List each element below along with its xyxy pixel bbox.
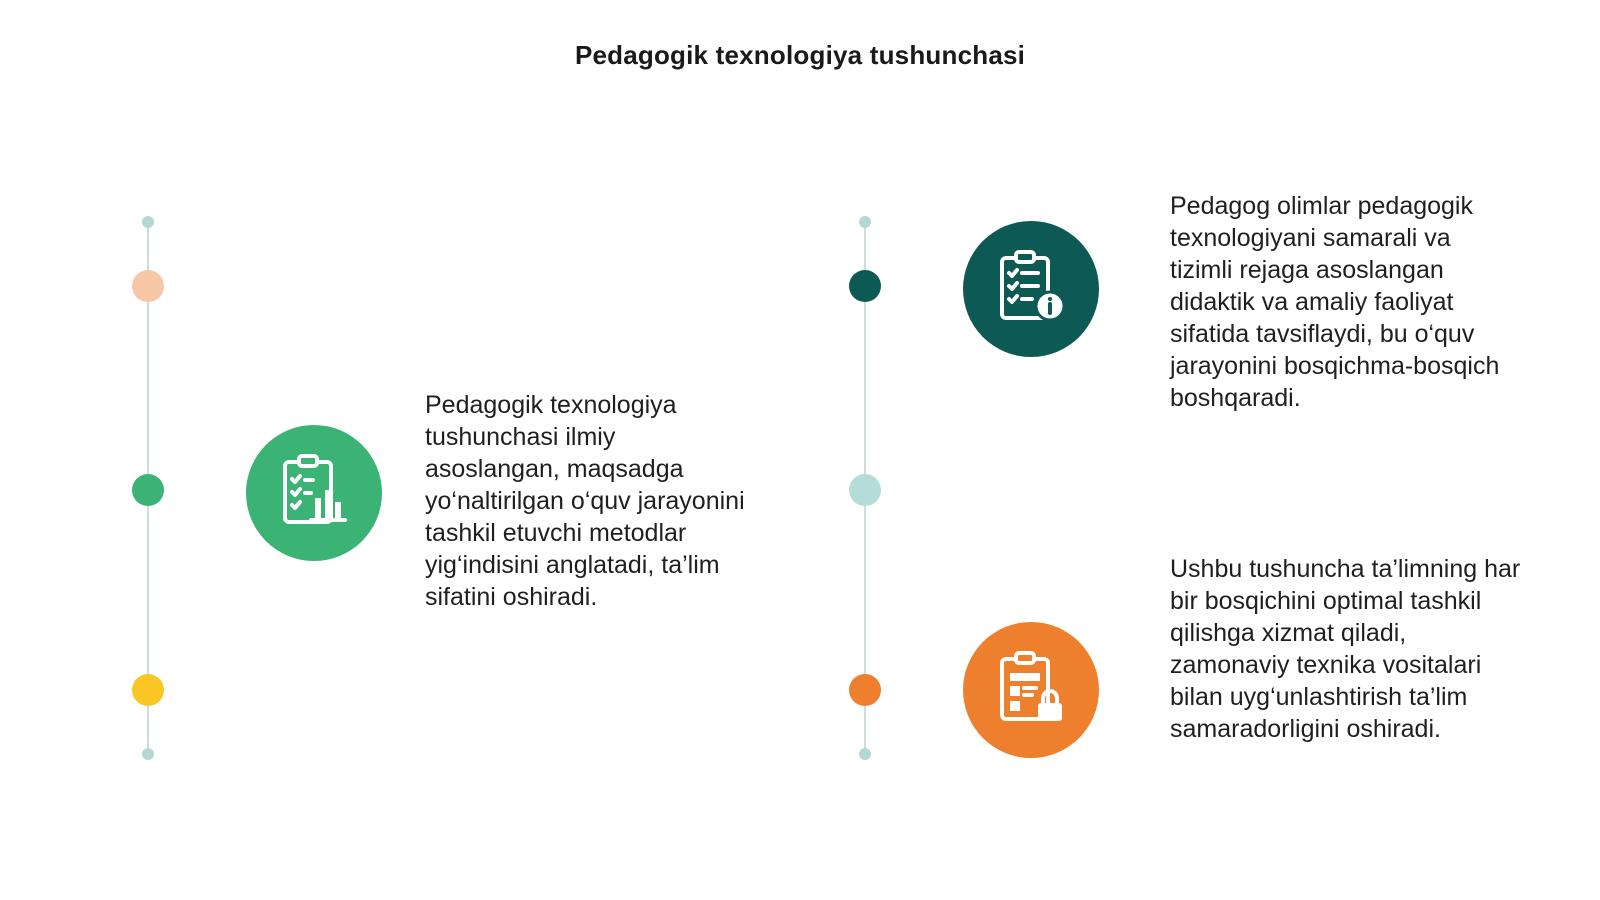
timeline-right (845, 210, 885, 770)
clipboard-info-icon (996, 250, 1066, 329)
timeline-dot-yellow (132, 674, 164, 706)
timeline-end-dot (859, 748, 871, 760)
timeline-dot-dark-teal (849, 270, 881, 302)
timeline-left (128, 210, 168, 770)
timeline-end-dot (859, 216, 871, 228)
timeline-dot-peach (132, 270, 164, 302)
timeline-end-dot (142, 748, 154, 760)
item-text-1: Pedagogik texnologiya tushunchasi ilmiy asoslangan, maqsadga yo‘naltirilgan o‘quv jarayonini tashkil etuvchi metodlar yig‘indisini anglatadi, ta’lim sifatini oshiradi. (425, 391, 745, 611)
icon-circle-green (246, 425, 382, 561)
clipboard-chart-icon (279, 454, 349, 533)
clipboard-lock-icon (996, 651, 1066, 730)
icon-circle-dark-teal (963, 221, 1099, 357)
item-text-3: Ushbu tushuncha ta’limning har bir bosqichini optimal tashkil qilishga xizmat qiladi, zamonaviy texnika vositalari bilan uyg‘unlashtirish ta’lim samaradorligini oshiradi. (1170, 555, 1521, 743)
item-text-2: Pedagog olimlar pedagogik texnologiyani samarali va tizimli rejaga asoslangan didaktik va amaliy faoliyat sifatida tavsiflaydi, bu o‘quv jarayonini bosqichma-bosqich boshqaradi. (1170, 192, 1500, 412)
timeline-end-dot (142, 216, 154, 228)
icon-circle-orange (963, 622, 1099, 758)
page-title: Pedagogik texnologiya tushunchasi (574, 40, 1026, 70)
timeline-dot-orange (849, 674, 881, 706)
timeline-dot-light-teal (849, 474, 881, 506)
timeline-dot-green (132, 474, 164, 506)
